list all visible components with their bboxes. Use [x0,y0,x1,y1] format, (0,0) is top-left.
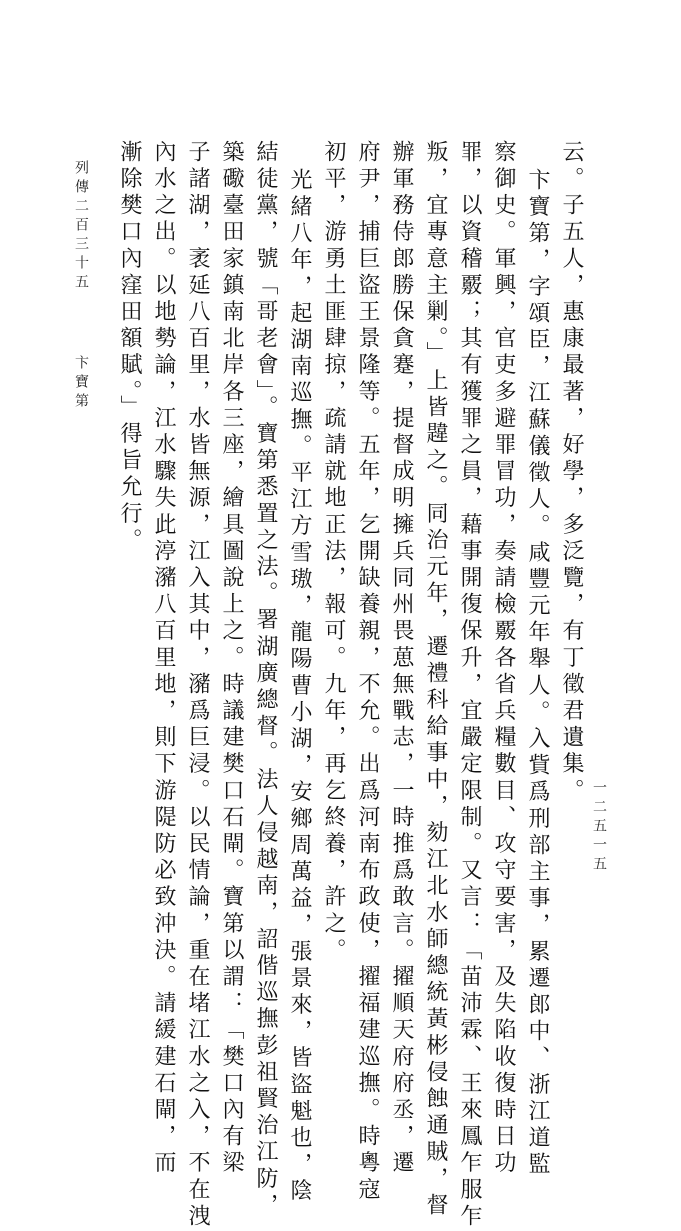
text-column-14: 漸除樊口內窪田額賦。」得旨允行。 [117,140,142,555]
text-column-4: 罪，以資稽覈；其有獲罪之員，藉事開復保升，宜嚴定限制。又言：「苗沛霖、王來鳳乍服乍 [457,140,482,1231]
section-title: 列傳二百三十五 [73,160,89,293]
text-column-3: 察御史。軍興，官吏多避罪冒功，奏請檢覈各省兵糧數目、攻守要害，及失陷收復時日功 [491,140,516,1178]
text-column-5: 叛，宜專意主剿。」上皆韙之。同治元年，遷禮科給事中，劾江北水師總統黃彬侵蝕通賊，督 [423,140,448,1220]
text-column-10: 結徒黨，號「哥老會」。寶第悉置之法。署湖廣總督。法人侵越南，詔偕巡撫彭祖賢治江防， [253,140,278,1220]
text-column-11: 築礮臺田家鎮南北岸各三座，繪具圖說上之。時議建樊口石閘。寶第以謂：「樊口內有梁 [219,140,244,1178]
page-number: 一二五一五 [591,780,607,875]
text-column-6: 辦軍務侍郎勝保貪蹇，提督成明擁兵同州畏葸無戰志，一時推爲敢言。擢順天府府丞，遷 [389,140,414,1178]
text-column-12: 子諸湖，袤延八百里，水皆無源，江入其中，瀦爲巨浸。以民情論，重在堵江水之入，不在洩 [185,140,210,1231]
text-column-7: 府尹，捕巨盜王景隆等。五年，乞開缺養親，不允。出爲河南布政使，擢福建巡撫。時粵寇 [355,140,380,1204]
text-column-8: 初平，游勇土匪肆掠，疏請就地正法，報可。九年，再乞終養，許之。 [321,140,346,965]
text-column-13: 內水之出。以地勢論，江水驟失此渟瀦八百里地，則下游隄防必致沖決。請緩建石閘，而 [151,140,176,1178]
text-column-2: 卞寶第，字頌臣，江蘇儀徵人。咸豐元年舉人。入貲爲刑部主事，累遷郎中、浙江道監 [525,168,550,1179]
text-column-1: 云。子五人，惠康最著，好學，多泛覽，有丁徵君遺集。 [559,140,584,805]
running-head: 卞寶第 [73,355,89,412]
text-column-9: 光緒八年，起湖南巡撫。平江方雪璈，龍陽曹小湖，安鄉周萬益，張景來，皆盜魁也，陰 [287,168,312,1206]
